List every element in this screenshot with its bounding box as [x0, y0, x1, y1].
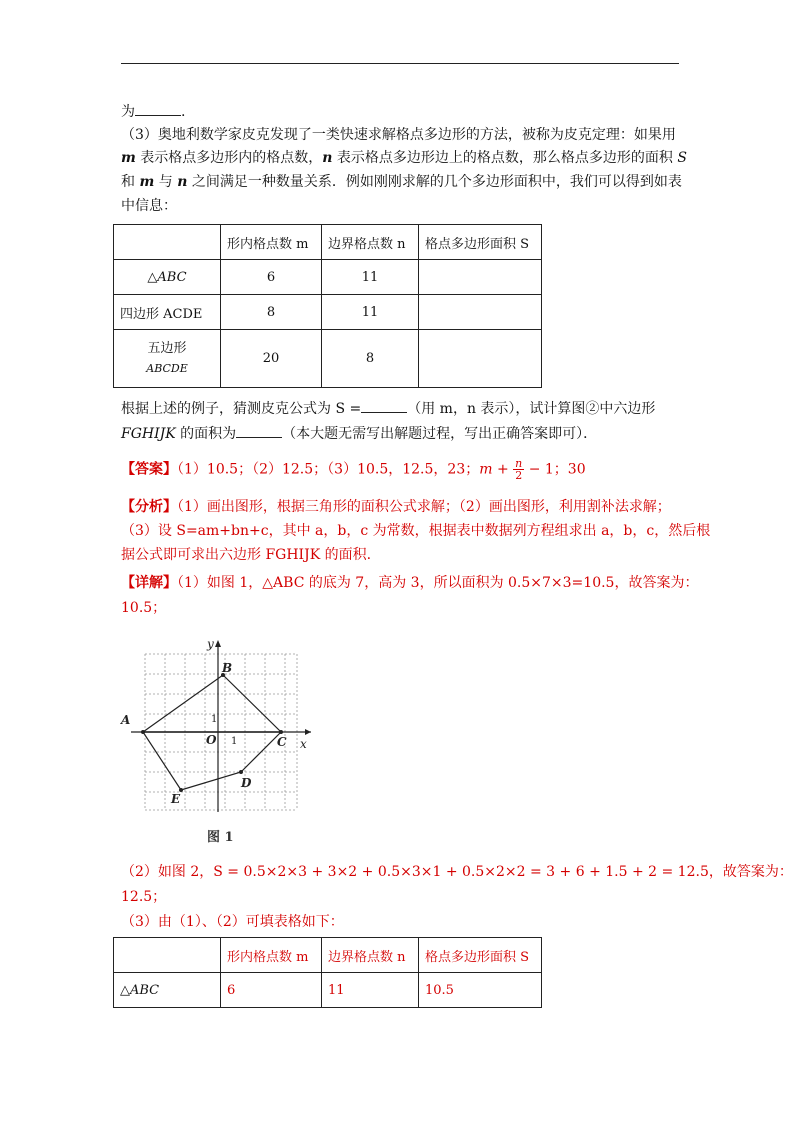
var-n: n [322, 150, 333, 166]
denominator: 2 [515, 469, 523, 482]
table-header-cell: 边界格点数 n [322, 225, 419, 260]
answer-blank [236, 423, 282, 438]
label-e: E [171, 792, 181, 806]
table-cell [419, 260, 542, 295]
text: 和 [121, 174, 140, 190]
table-row [114, 260, 542, 295]
table-header-cell: 形内格点数 m [221, 225, 322, 260]
text: 表示格点多边形内的格点数， [135, 150, 323, 166]
intro-suffix: . [181, 104, 186, 120]
axes [131, 644, 311, 812]
table-header-cell [114, 938, 221, 973]
intro-line-3 [121, 172, 682, 192]
answer-blank [135, 101, 181, 116]
table-cell [419, 295, 542, 330]
detail-line-1 [121, 573, 698, 593]
table-cell: 11 [322, 260, 419, 295]
table-header-cell: 格点多边形面积 S [419, 225, 542, 260]
part2-line-2: 12.5； [121, 889, 167, 905]
pick-table [113, 224, 542, 388]
intro-line-4: 中信息： [121, 198, 177, 214]
table-cell: △ABC [114, 260, 221, 295]
label-y: y [207, 637, 214, 651]
table-cell: 8 [322, 330, 419, 388]
cell-bottom: ABCDE [146, 361, 188, 375]
answer-blank [361, 398, 407, 413]
table-header-cell: 格点多边形面积 S [419, 938, 542, 973]
table-row [114, 295, 542, 330]
text: 之间满足一种数量关系．例如刚刚求解的几个多边形面积中，我们可以得到如表 [187, 174, 682, 190]
part3-line-1: （3）由（1）、（2）可填表格如下： [121, 914, 344, 930]
text: （本大题无需写出解题过程，写出正确答案即可）． [282, 426, 598, 442]
table-header-row [114, 938, 542, 973]
text: FGHIJK [121, 426, 176, 442]
answer-line [121, 458, 586, 481]
label-one-y: 1 [211, 714, 218, 725]
table-cell: 8 [221, 295, 322, 330]
y-arrow [215, 640, 221, 647]
figure-1 [113, 632, 323, 847]
answer-text: （1）10.5；（2）12.5；（3）10.5，12.5，23； [177, 461, 480, 478]
analysis-line-2: （3）设 S=am+bn+c，其中 a，b，c 为常数，根据表中数据列方程组求出 a，b，c，然后根 [121, 523, 711, 539]
table-cell [419, 330, 542, 388]
text: 与 [154, 174, 178, 190]
table-header-row [114, 225, 542, 260]
table-header-cell: 形内格点数 m [221, 938, 322, 973]
analysis-line-1 [121, 497, 671, 517]
label-o: O [206, 733, 217, 747]
table-cell: 11 [322, 973, 419, 1008]
table-row [114, 973, 542, 1008]
table-header-cell [114, 225, 221, 260]
table-cell: 6 [221, 973, 322, 1008]
label-d: D [241, 776, 252, 790]
text: 的面积为 [175, 426, 237, 442]
var-s: S [677, 150, 687, 166]
figure-caption: 图 1 [207, 830, 234, 845]
table-cell: 四边形 ACDE [114, 295, 221, 330]
label-a: A [121, 713, 131, 727]
table-cell: 10.5 [419, 973, 542, 1008]
text: （1）如图 1，△ABC 的底为 7，高为 3，所以面积为 0.5×7×3=10.5，故答案为： [177, 575, 699, 591]
table-cell: 6 [221, 260, 322, 295]
analysis-label: 【分析】 [121, 499, 177, 515]
formula-m: m + [479, 461, 509, 478]
table-cell: 20 [221, 330, 322, 388]
question-line-1 [121, 398, 655, 419]
text: （1）画出图形，根据三角形的面积公式求解；（2）画出图形，利用割补法求解； [177, 499, 671, 515]
intro-line-2 [121, 148, 687, 168]
intro-prefix: 为 [121, 104, 135, 120]
filled-table [113, 937, 542, 1008]
detail-line-2: 10.5； [121, 600, 167, 616]
table-row [114, 330, 542, 388]
table-header-cell: 边界格点数 n [322, 938, 419, 973]
var-m: m [139, 174, 155, 190]
label-x: x [300, 737, 307, 751]
table-cell: 11 [322, 295, 419, 330]
numerator: n [515, 457, 523, 470]
label-one-x: 1 [231, 736, 238, 747]
detail-label: 【详解】 [121, 575, 177, 591]
x-arrow [305, 729, 311, 735]
text: （用 m，n 表示），试计算图②中六边形 [407, 401, 656, 417]
intro-line-0 [121, 101, 185, 122]
question-line-2 [121, 423, 597, 444]
cell-top: 五边形 [147, 340, 187, 356]
text: 根据上述的例子，猜测皮克公式为 S = [121, 401, 362, 417]
label-c: C [277, 735, 287, 749]
var-n: n [177, 174, 188, 190]
text: 表示格点多边形边上的格点数，那么格点多边形的面积 [332, 150, 678, 166]
analysis-line-3: 据公式即可求出六边形 FGHIJK 的面积. [121, 547, 372, 563]
fraction [513, 458, 524, 481]
part2-line-1: （2）如图 2，S = 0.5×2×3 + 3×2 + 0.5×3×1 + 0.5×2×2 = 3 + 6 + 1.5 + 2 = 12.5，故答案为： [121, 864, 793, 880]
answer-label: 【答案】 [121, 461, 177, 478]
intro-line-1: （3）奥地利数学家皮克发现了一类快速求解格点多边形的方法，被称为皮克定理：如果用 [121, 127, 676, 143]
label-b: B [222, 661, 233, 675]
formula-tail: − 1；30 [528, 461, 586, 478]
table-cell: △ABC [114, 973, 221, 1008]
var-m: m [121, 150, 136, 166]
table-cell [114, 330, 221, 388]
header-rule [121, 63, 679, 64]
